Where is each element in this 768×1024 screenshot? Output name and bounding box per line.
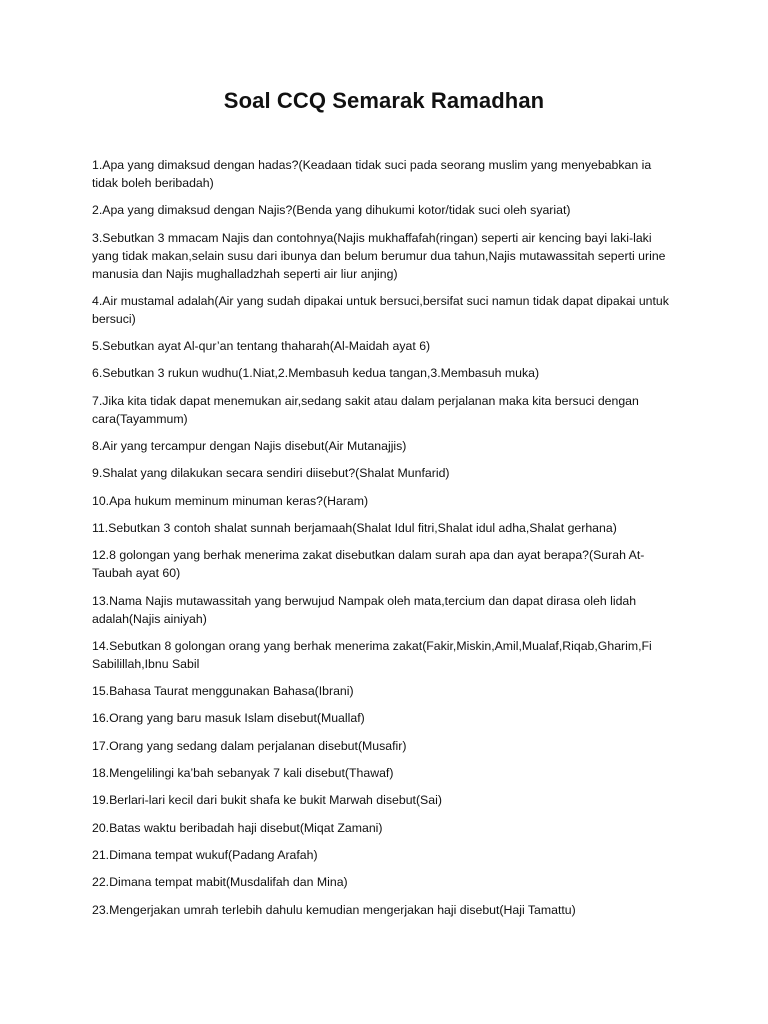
question-item-10: 10.Apa hukum meminum minuman keras?(Haram): [92, 493, 369, 508]
question-item-13: 13.Nama Najis mutawassitah yang berwujud Nampak oleh mata,tercium dan dapat dirasa oleh lidah adalah(Najis ainiyah): [92, 593, 637, 626]
question-item-9: 9.Shalat yang dilakukan secara sendiri diisebut?(Shalat Munfarid): [92, 466, 450, 481]
question-item-16: 16.Orang yang baru masuk Islam disebut(Muallaf): [92, 711, 365, 726]
question-item-5: 5.Sebutkan ayat Al-qur’an tentang thaharah(Al-Maidah ayat 6): [92, 339, 431, 354]
question-item-12: 12.8 golongan yang berhak menerima zakat disebutkan dalam surah apa dan ayat berapa?(Surah At-Taubah ayat 60): [92, 548, 645, 581]
question-list: [92, 156, 676, 928]
question-item-4: 4.Air mustamal adalah(Air yang sudah dipakai untuk bersuci,bersifat suci namun tidak dapat dipakai untuk bersuci): [92, 293, 669, 326]
question-item-15: 15.Bahasa Taurat menggunakan Bahasa(Ibrani): [92, 684, 354, 699]
question-item-18: 18.Mengelilingi ka’bah sebanyak 7 kali disebut(Thawaf): [92, 766, 394, 781]
question-item-3: 3.Sebutkan 3 mmacam Najis dan contohnya(Najis mukhaffafah(ringan) seperti air kencing bayi laki-laki yang tidak makan,selain susu dari ibunya dan belum berumur dua tahun,Najis mutawassitah seperti urine manusia dan Najis mughalladzhah seperti air liur anjing): [92, 230, 666, 281]
question-item-14: 14.Sebutkan 8 golongan orang yang berhak menerima zakat(Fakir,Miskin,Amil,Mualaf,Riqab,Gharim,Fi Sabilillah,Ibnu Sabil: [92, 638, 652, 671]
question-item-11: 11.Sebutkan 3 contoh shalat sunnah berjamaah(Shalat Idul fitri,Shalat idul adha,Shalat gerhana): [92, 520, 617, 535]
question-item-8: 8.Air yang tercampur dengan Najis disebut(Air Mutanajjis): [92, 439, 407, 454]
question-item-6: 6.Sebutkan 3 rukun wudhu(1.Niat,2.Membasuh kedua tangan,3.Membasuh muka): [92, 366, 540, 381]
question-item-19: 19.Berlari-lari kecil dari bukit shafa ke bukit Marwah disebut(Sai): [92, 793, 442, 808]
question-item-20: 20.Batas waktu beribadah haji disebut(Miqat Zamani): [92, 820, 383, 835]
question-item-7: 7.Jika kita tidak dapat menemukan air,sedang sakit atau dalam perjalanan maka kita bersuci dengan cara(Tayammum): [92, 393, 639, 426]
document-title: Soal CCQ Semarak Ramadhan: [223, 88, 545, 113]
question-item-2: 2.Apa yang dimaksud dengan Najis?(Benda yang dihukumi kotor/tidak suci oleh syariat): [92, 203, 571, 218]
question-item-17: 17.Orang yang sedang dalam perjalanan disebut(Musafir): [92, 738, 407, 753]
question-item-23: 23.Mengerjakan umrah terlebih dahulu kemudian mengerjakan haji disebut(Haji Tamattu): [92, 902, 576, 917]
question-item-22: 22.Dimana tempat mabit(Musdalifah dan Mina): [92, 875, 348, 890]
question-item-1: 1.Apa yang dimaksud dengan hadas?(Keadaan tidak suci pada seorang muslim yang menyebabkan ia tidak boleh beribadah): [92, 158, 652, 190]
question-item-21: 21.Dimana tempat wukuf(Padang Arafah): [92, 847, 318, 862]
